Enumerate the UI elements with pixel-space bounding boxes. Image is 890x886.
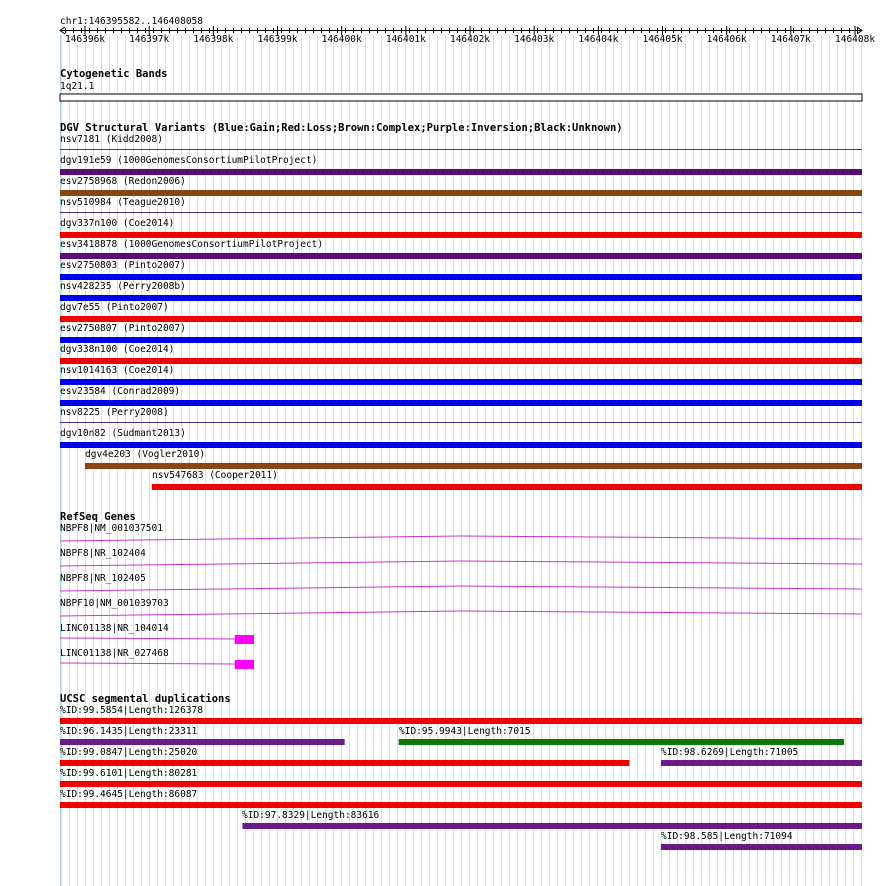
cytoband-track-title: Cytogenetic Bands <box>60 68 168 80</box>
ruler-tick-label: 146403k <box>514 34 555 45</box>
segdup-item-label[interactable]: %ID:99.0847|Length:25020 <box>60 747 198 758</box>
segdup-item-label[interactable]: %ID:99.5854|Length:126378 <box>60 705 203 716</box>
ruler-tick-label: 146400k <box>321 34 362 45</box>
segdup-item-label[interactable]: %ID:99.4645|Length:86087 <box>60 789 198 800</box>
ruler-tick-label: 146396k <box>64 34 106 45</box>
segdup-item-bar <box>60 802 862 808</box>
ruler-tick-label: 146405k <box>642 34 683 45</box>
ruler-tick-label: 146402k <box>449 34 491 45</box>
dgv-item-label[interactable]: dgv191e59 (1000GenomesConsortiumPilotProject) <box>60 155 318 166</box>
dgv-item-label[interactable]: nsv428235 (Perry2008b) <box>60 281 186 292</box>
dgv-item-label[interactable]: dgv10n82 (Sudmant2013) <box>60 428 186 439</box>
dgv-item-label[interactable]: nsv8225 (Perry2008) <box>60 407 169 418</box>
segdup-item-label[interactable]: %ID:98.585|Length:71094 <box>661 831 793 842</box>
dgv-item-label[interactable]: dgv337n100 (Coe2014) <box>60 218 175 229</box>
segdup-item-bar <box>399 739 844 745</box>
segdup-item-label[interactable]: %ID:97.8329|Length:83616 <box>242 810 380 821</box>
refseq-gene-label[interactable]: LINC01138|NR_027468 <box>60 648 169 659</box>
refseq-track-title: RefSeq Genes <box>60 511 136 523</box>
ruler-tick-label: 146407k <box>770 34 811 45</box>
dgv-item-label[interactable]: esv2750807 (Pinto2007) <box>60 323 186 334</box>
ruler-tick-label: 146399k <box>257 34 298 45</box>
dgv-item-label[interactable]: esv2758968 (Redon2006) <box>60 176 186 187</box>
segdup-item-label[interactable]: %ID:98.6269|Length:71005 <box>661 747 799 758</box>
dgv-item-label[interactable]: esv23584 (Conrad2009) <box>60 386 181 397</box>
ruler-tick-label: 146404k <box>578 34 619 45</box>
segdup-item-bar <box>661 760 862 766</box>
region-label: chr1:146395582..146408058 <box>60 16 203 27</box>
ruler-tick-label: 146401k <box>385 34 426 45</box>
dgv-track-title: DGV Structural Variants (Blue:Gain;Red:Loss;Brown:Complex;Purple:Inversion;Black:Unknown) <box>60 122 623 134</box>
cytoband-label[interactable]: 1q21.1 <box>60 81 95 92</box>
segdup-item-bar <box>60 760 629 766</box>
segdup-item-bar <box>60 718 862 724</box>
refseq-gene-label[interactable]: NBPF10|NM_001039703 <box>60 598 169 609</box>
ruler-tick-label: 146408k <box>835 34 876 45</box>
ruler-tick-label: 146397k <box>129 34 170 45</box>
segdup-item-bar <box>60 781 862 787</box>
dgv-item-label[interactable]: nsv547683 (Cooper2011) <box>152 470 278 481</box>
refseq-gene-label[interactable]: NBPF8|NR_102404 <box>60 548 146 559</box>
dgv-item-label[interactable]: dgv338n100 (Coe2014) <box>60 344 175 355</box>
ruler-tick-label: 146398k <box>193 34 234 45</box>
dgv-item-label[interactable]: nsv7181 (Kidd2008) <box>60 134 163 145</box>
segdup-track-title: UCSC segmental duplications <box>60 693 231 705</box>
refseq-gene-label[interactable]: LINC01138|NR_104014 <box>60 623 169 634</box>
refseq-gene-label[interactable]: NBPF8|NR_102405 <box>60 573 146 584</box>
dgv-item-label[interactable]: esv3418878 (1000GenomesConsortiumPilotProject) <box>60 239 324 250</box>
segdup-item-label[interactable]: %ID:95.9943|Length:7015 <box>399 726 531 737</box>
segdup-item-bar <box>661 844 862 850</box>
dgv-item-label[interactable]: dgv4e203 (Vogler2010) <box>85 449 206 460</box>
dgv-item-label[interactable]: nsv1014163 (Coe2014) <box>60 365 175 376</box>
segdup-item-bar <box>60 739 345 745</box>
refseq-gene-label[interactable]: NBPF8|NM_001037501 <box>60 523 163 534</box>
dgv-item-label[interactable]: nsv510984 (Teague2010) <box>60 197 186 208</box>
dgv-item-label[interactable]: dgv7e55 (Pinto2007) <box>60 302 169 313</box>
segdup-item-label[interactable]: %ID:96.1435|Length:23311 <box>60 726 198 737</box>
ruler-tick-label: 146406k <box>706 34 747 45</box>
segdup-item-label[interactable]: %ID:99.6101|Length:80281 <box>60 768 198 779</box>
dgv-item-label[interactable]: esv2750803 (Pinto2007) <box>60 260 186 271</box>
segdup-item-bar <box>242 823 862 829</box>
